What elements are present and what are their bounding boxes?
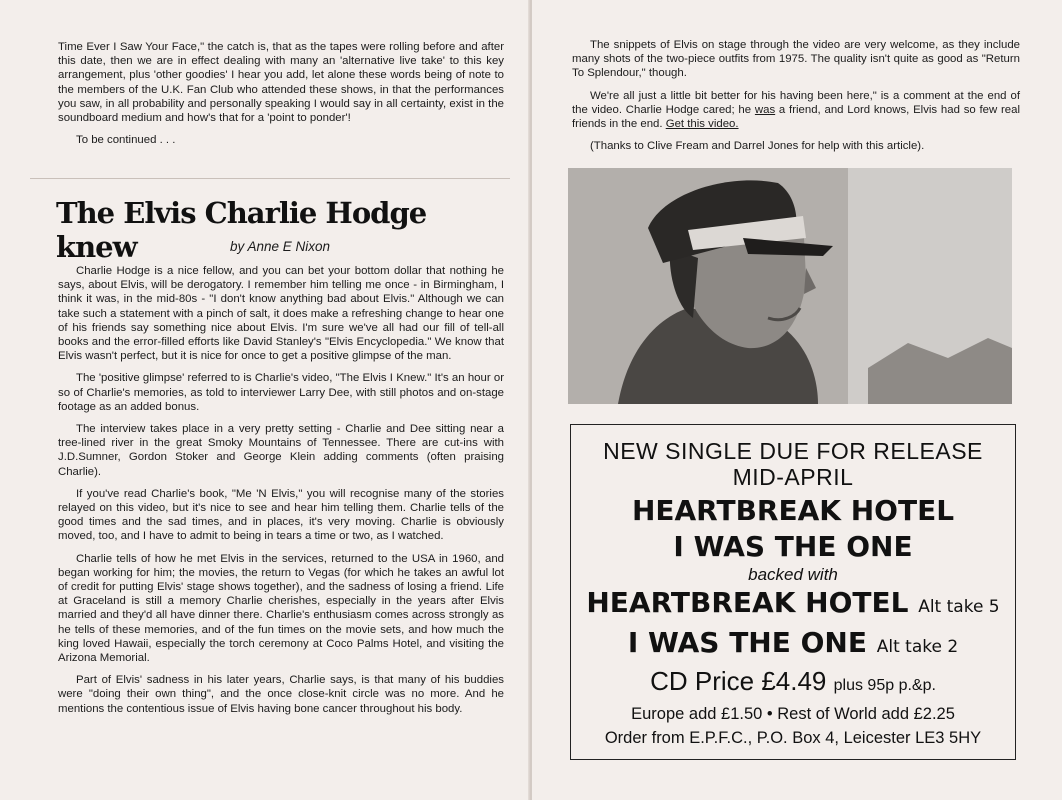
article-paragraph [572, 89, 1020, 132]
emphasis-was: was [754, 103, 776, 116]
continuation-text [58, 40, 504, 155]
thanks-note: (Thanks to Clive Fream and Darrel Jones for help with this article). [590, 140, 925, 153]
article-paragraph: If you've read Charlie's book, "Me 'N Elvis," you will recognise many of the stories relayed on this video, but it's nice to see and hear him telling them. Charlie tells of the good times and the sad times, and in places, it's very moving. Charlie is obviously moved, too, and I have to admit to being in tears a time or two, as I watched. [58, 487, 504, 543]
ad-order-address: Order from E.P.F.C., P.O. Box 4, Leicester LE3 5HY [604, 729, 982, 747]
get-video-text: Get this video. [665, 118, 739, 131]
article-continued [572, 38, 1020, 161]
ad-alt-track-2-title: I WAS THE ONE [627, 626, 867, 659]
article-title: The Elvis Charlie Hodge knew [56, 196, 427, 264]
ad-alt-track-1 [571, 585, 1015, 625]
elvis-photo [568, 168, 1012, 404]
article-paragraph: The snippets of Elvis on stage through the video are very welcome, as they include many shots of the two-piece outfits from 1975. The quality isn't quite as good as "Return To Splendour," though. [572, 39, 1020, 80]
ad-alt-track-2 [571, 625, 1015, 665]
text-run: We're all just a little bit better for his having been here," is a comment at the end of the video. Charlie Hodge cared; he [572, 89, 1020, 116]
article-paragraph: Part of Elvis' sadness in his later years, Charlie says, is that many of his buddies were "doing their own thing", and the once close-knit circle was no more. And he mentions the contentious issue of Elvis having bone cancer throughout his body. [58, 674, 504, 715]
elvis-portrait-image [568, 168, 1012, 404]
article-paragraph: The 'positive glimpse' referred to is Charlie's video, "The Elvis I Knew." It's an hour or so of Charlie's memories, as told to interviewer Larry Dee, with still photos and on-stage footage as an added bonus. [58, 372, 504, 413]
ad-song-2: I WAS THE ONE [673, 530, 913, 563]
article-paragraph: Charlie Hodge is a nice fellow, and you can bet your bottom dollar that nothing he says, about Elvis, will be derogatory. I remember him telling me once - in Birmingham, I think it was, in the mid-80s - "I don't know anything bad about Elvis." Although we can take such a statement with a pinch of salt, it does make a refreshing change to hear one of his friends say something nice about Elvis. I'm sure we've all had our fill of tell-all books and the error-filled efforts like David Stanley's "Elvis Encyclopedia." We know that Elvis wasn't perfect, but it is nice for once to get a positive glimpse of the man. [58, 265, 504, 363]
ad-postage: plus 95p p.&p. [833, 677, 936, 694]
ad-headline-1: NEW SINGLE DUE FOR RELEASE [603, 438, 983, 464]
ad-overseas-postage: Europe add £1.50 • Rest of World add £2.25 [631, 705, 955, 723]
ad-alt-track-1-title: HEARTBREAK HOTEL [586, 586, 909, 619]
single-release-advert [570, 424, 1016, 760]
article-paragraph: The interview takes place in a very pretty setting - Charlie and Dee sitting near a tree-lined river in the great Smoky Mountains of Tennessee. There are cut-ins with J.D.Sumner, Gordon Stoker and George Klein adding comments (often praising Charlie). [58, 423, 504, 478]
ad-song-1: HEARTBREAK HOTEL [631, 494, 955, 527]
left-page [0, 0, 530, 800]
ad-price-value: CD Price £4.49 [650, 666, 827, 696]
text-run: a friend, and Lord knows, Elvis had so few real friends in the end. [572, 103, 1020, 131]
to-be-continued: To be continued . . . [76, 134, 176, 147]
article-body [58, 264, 504, 724]
article-byline: by Anne E Nixon [230, 239, 331, 254]
ad-backed-with: backed with [748, 565, 838, 584]
ad-alt-track-1-note: Alt take 5 [918, 597, 1000, 617]
article-paragraph: Charlie tells of how he met Elvis in the services, returned to the USA in 1960, and began working for him; the movies, the return to Vegas (for which he takes an awful lot of credit for putting Elvis' stage shows together), and the sadness of losing a friend. Life at Graceland is still a memory Charlie cherishes, especially in the years after Elvis married and they'd all have dinner there. Charlie's enthusiasm comes across strongly as he tells of these memories, and of the fun times on the movie sets, and how much the king loved Hawaii, especially the torch ceremony at Coco Palms Hotel, and visiting the Arizona Memorial. [58, 552, 504, 665]
ad-headline-2: MID-APRIL [732, 464, 854, 490]
continuation-paragraph: Time Ever I Saw Your Face," the catch is, that as the tapes were rolling before and after this date, then we are in effect dealing with many an 'alternative live take' to this key arrangement, plus 'other goodies' I hear you add, let alone these words being of note to the members of the U.K. Fan Club who attended these shows, in that the performances you saw, in all probability and personally speaking I would say in all certainty, exist in the soundboard medium and how's that for a 'point to ponder'! [58, 41, 504, 125]
ad-price [571, 665, 1015, 702]
section-rule [30, 178, 510, 179]
ad-alt-track-2-note: Alt take 2 [876, 637, 959, 657]
